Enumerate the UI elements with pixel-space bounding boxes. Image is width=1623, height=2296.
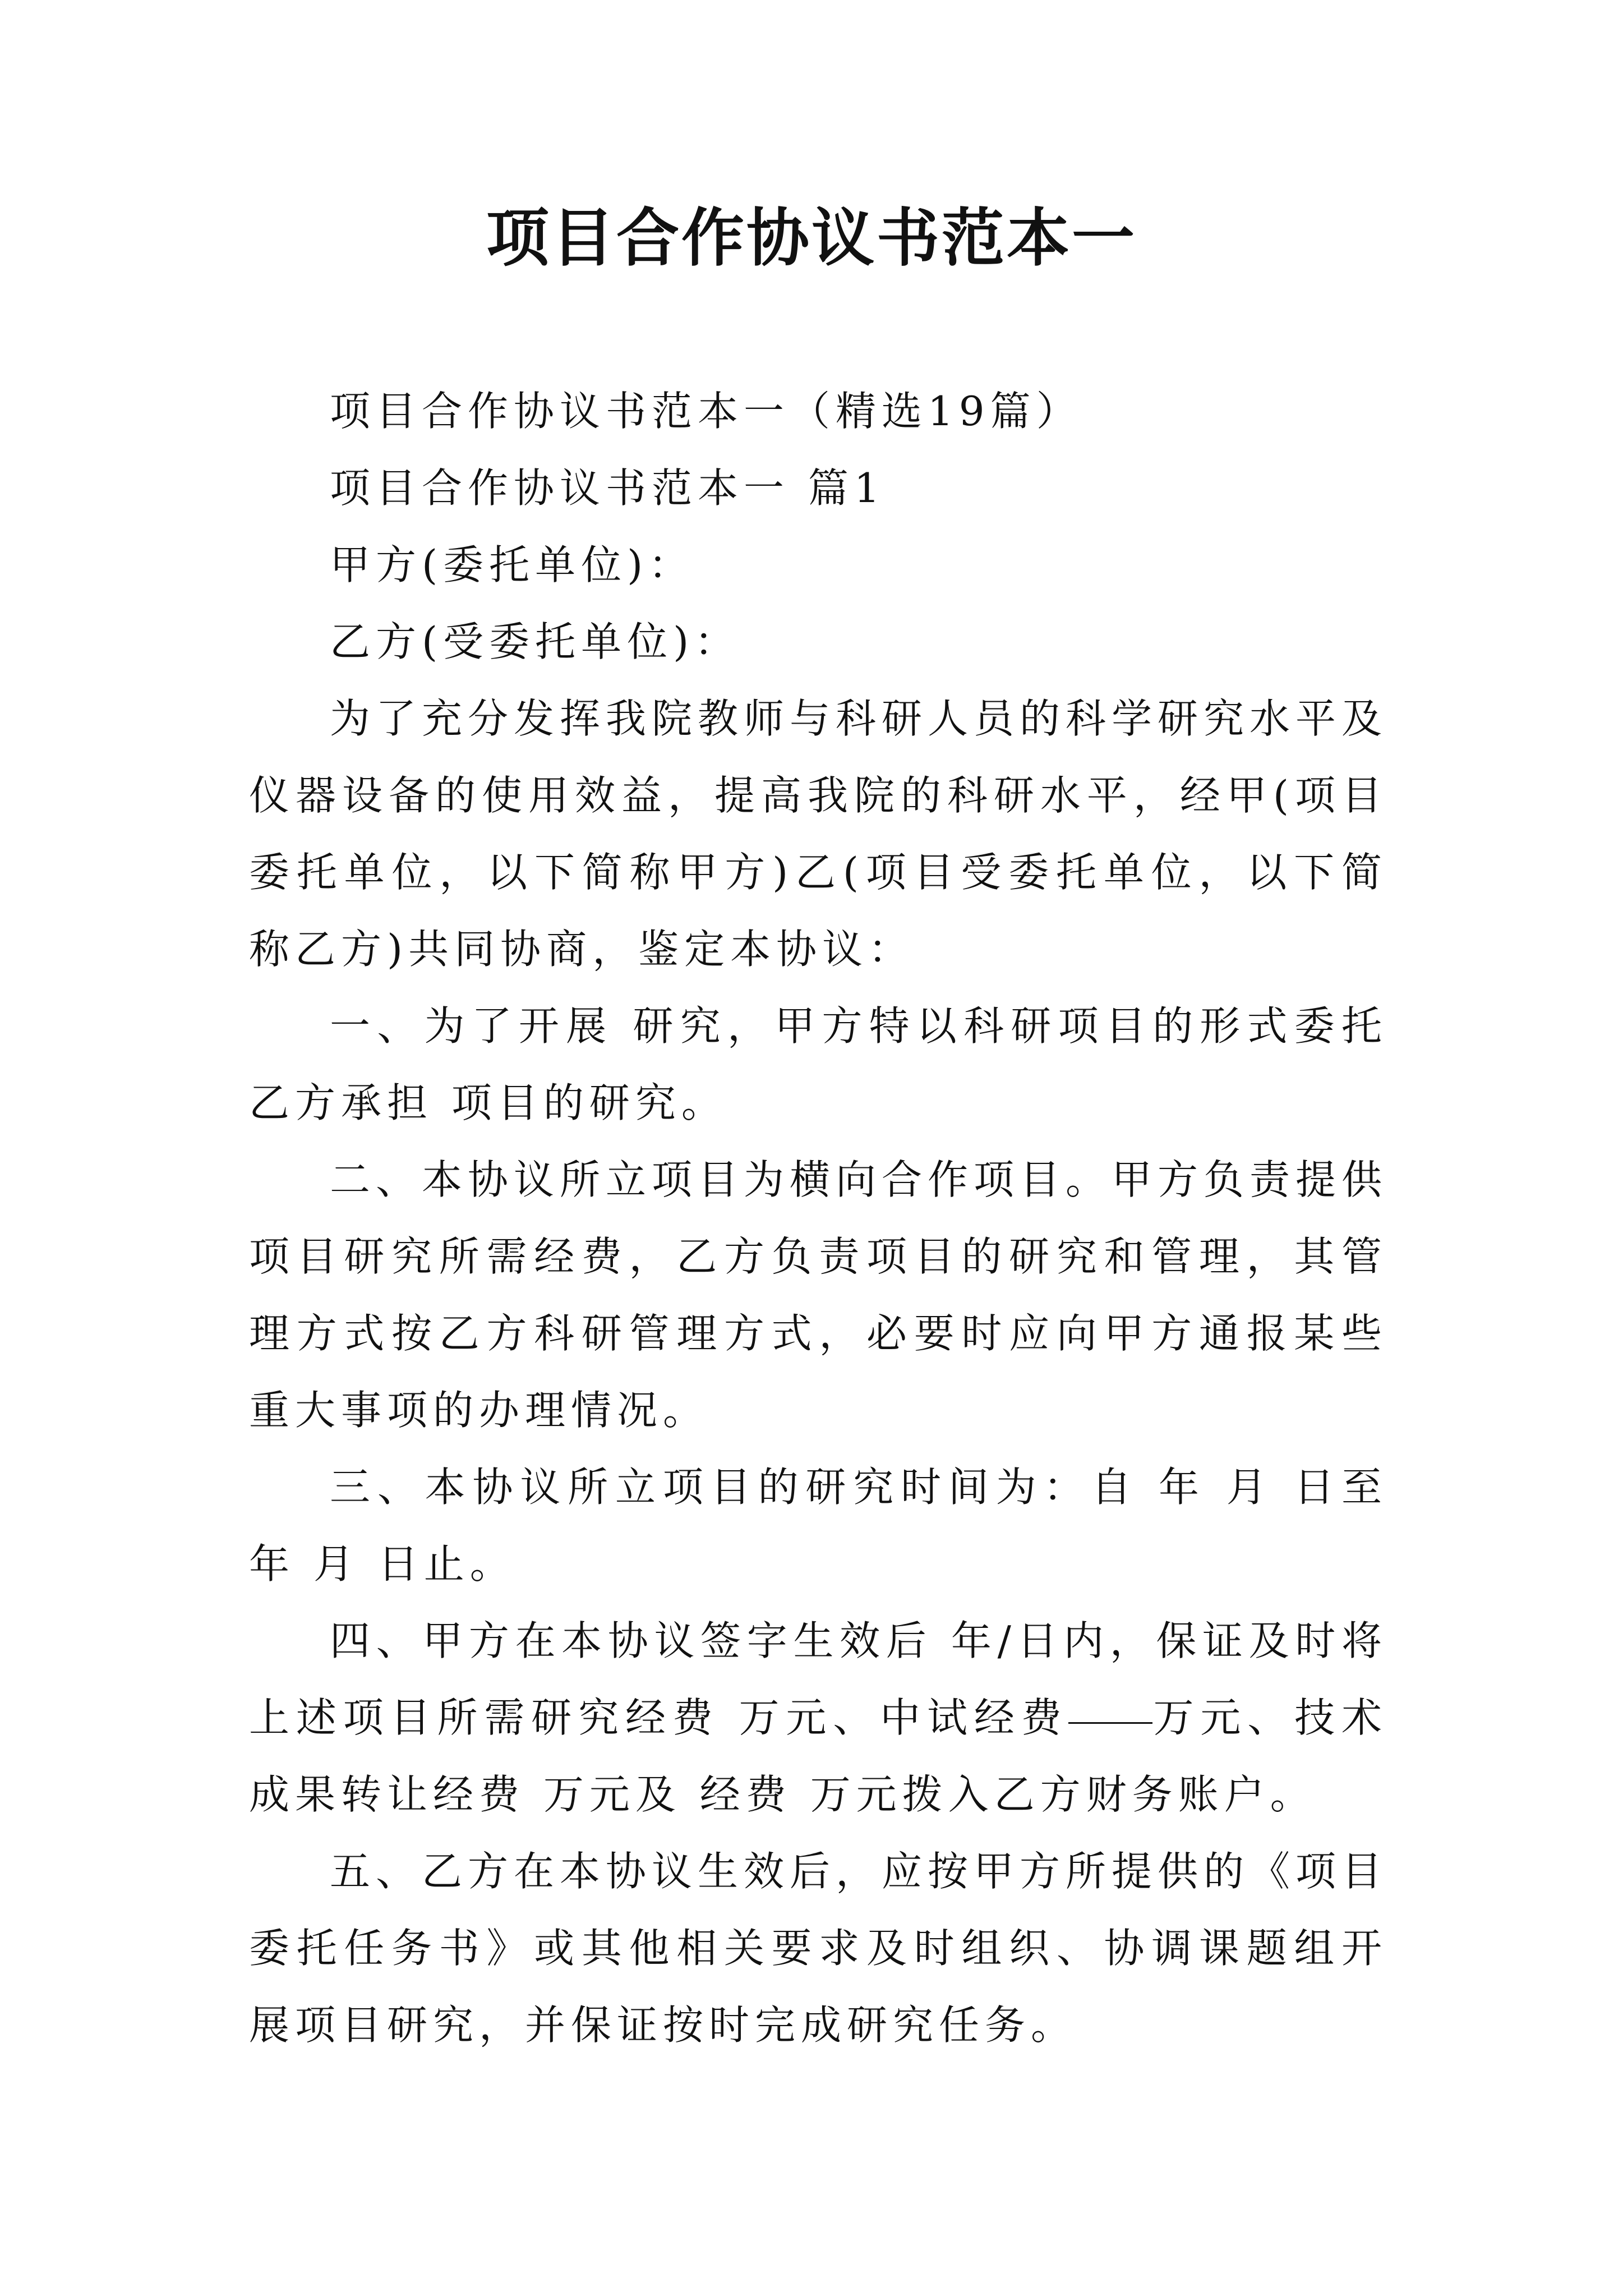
document-subtitle: 项目合作协议书范本一（精选19篇） [330, 388, 1082, 435]
clause-4-paragraph [249, 1603, 1387, 1833]
document-body [249, 373, 1387, 2064]
clause-4-text-after: 万元、技术成果转让经费 万元及 经费 万元拨入乙方财务账户。 [249, 1694, 1387, 1818]
party-a-line: 甲方(委托单位)： [330, 541, 695, 588]
clause-3-paragraph: 三、本协议所立项目的研究时间为：自 年 月 日至 年 月 日止。 [249, 1464, 1387, 1588]
clause-1-paragraph: 一、为了开展 研究，甲方特以科研项目的形式委托乙方承担 项目的研究。 [249, 1002, 1387, 1126]
document-title: 项目合作协议书范本一 [486, 202, 1137, 275]
clause-5-paragraph: 五、乙方在本协议生效后，应按甲方所提供的《项目委托任务书》或其他相关要求及时组织、协调课题组开展项目研究，并保证按时完成研究任务。 [249, 1848, 1388, 2049]
party-b-line: 乙方(受委托单位)： [330, 618, 741, 665]
clause-4-text-before: 四、甲方在本协议签字生效后 年/日内，保证及时将上述项目所需研究经费 万元、中试经费 [249, 1617, 1387, 1741]
section-heading: 项目合作协议书范本一 篇1 [330, 464, 886, 512]
clause-2-paragraph: 二、本协议所立项目为横向合作项目。甲方负责提供项目研究所需经费，乙方负责项目的研究和管理，其管理方式按乙方科研管理方式，必要时应向甲方通报某些重大事项的办理情况。 [249, 1156, 1388, 1434]
fill-in-blank-line [1068, 1722, 1152, 1724]
preamble-paragraph: 为了充分发挥我院教师与科研人员的科学研究水平及仪器设备的使用效益，提高我院的科研水平，经甲(项目委托单位，以下简称甲方)乙(项目受委托单位，以下简称乙方)共同协商，鉴定本协议： [249, 695, 1388, 973]
